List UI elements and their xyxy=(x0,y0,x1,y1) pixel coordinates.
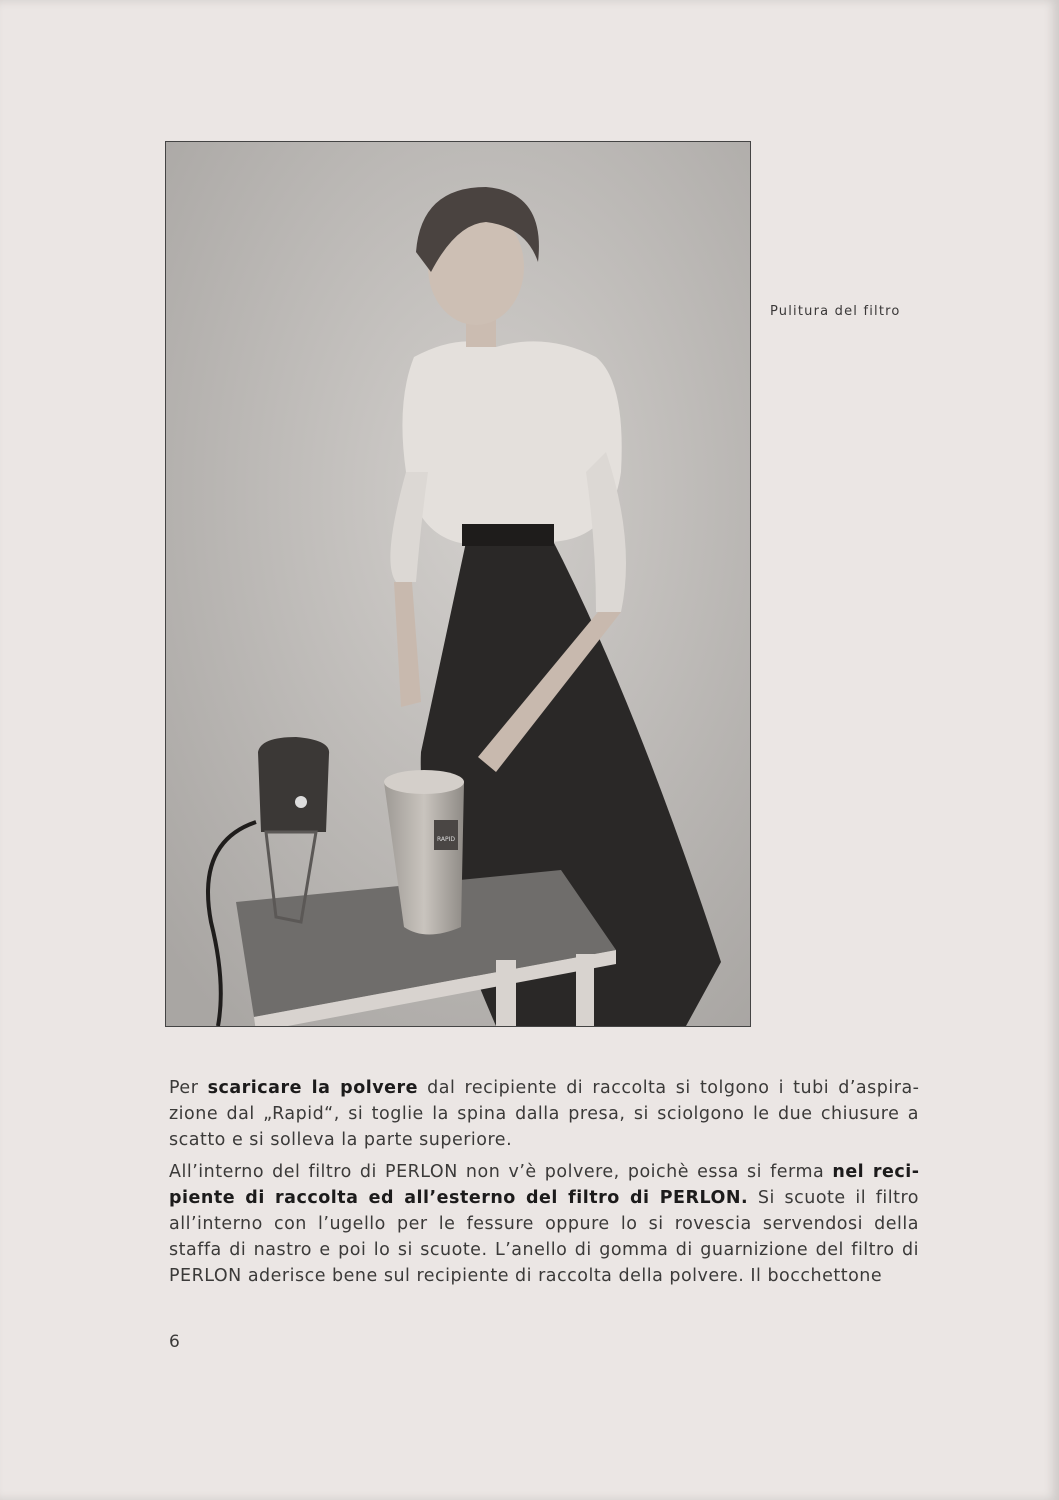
paragraph xyxy=(169,1075,919,1153)
text-run: Si scuote il filtro all’interno con l’ugello per le fessure oppure lo si rovescia servendosi della staffa di nastro e poi lo si scuote. L’anello di gomma di guarnizione del filtro di PERLON aderisce bene sul recipiente di raccolta della polvere. Il bocchettone xyxy=(169,1188,919,1286)
text-run: Per xyxy=(169,1078,208,1098)
text-run: All’interno del filtro di PERLON non v’è polvere, poichè essa si ferma xyxy=(169,1162,833,1182)
bold-text-run: nel recipiente di raccolta ed all’esterno del filtro di PERLON. xyxy=(169,1162,919,1208)
figure-caption: Pulitura del filtro xyxy=(770,304,901,319)
photograph-woman-cleaning-filter xyxy=(165,141,751,1027)
bold-text-run: scaricare la polvere xyxy=(207,1078,418,1098)
body-text xyxy=(169,1075,919,1295)
text-run: dal recipiente di raccolta si tolgono i tubi d’aspirazione dal „Rapid“, si toglie la spina dalla presa, si sciolgono le due chiusure a scatto e si solleva la parte superiore. xyxy=(169,1078,919,1150)
page-number: 6 xyxy=(169,1332,180,1352)
paragraph xyxy=(169,1159,919,1289)
canister-logo: RAPID xyxy=(436,836,456,843)
